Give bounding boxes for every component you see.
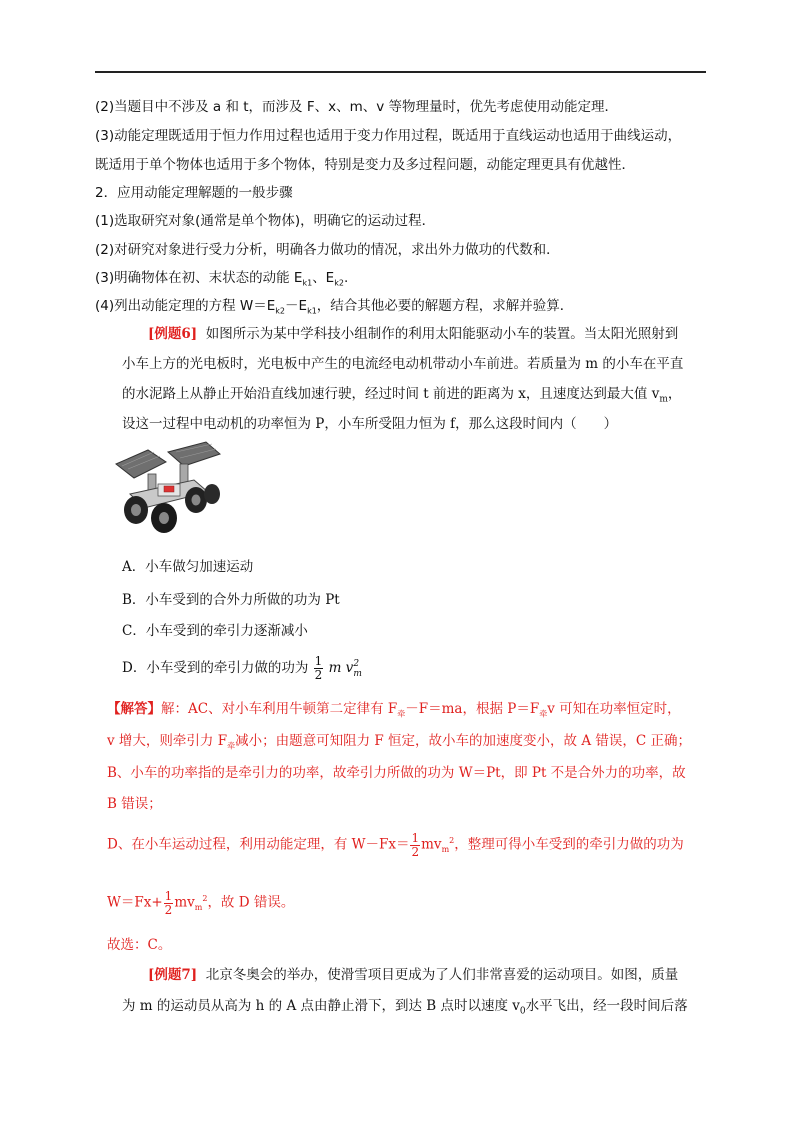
step-3: (3)明确物体在初、末状态的动能 $E_{k1}$、$E_{k2}$. [95,270,349,288]
answer-final: 故选：C。 [107,937,172,953]
section-heading-2: 2．应用动能定理解题的一般步骤 [95,185,293,201]
example-6-line-3: 的水泥路上从静止开始沿直线加速行驶，经过时间 t 前进的距离为 x，且速度达到最大值 $v_m$， [122,386,682,405]
header-rule [95,71,706,73]
example-6-line-2: 小车上方的光电板时，光电板中产生的电流经电动机带动小车前进。若质量为 m 的小车在平直 [122,356,684,372]
answer-line-4: B 错误； [107,796,162,812]
option-c: C．小车受到的牵引力逐渐减小 [122,623,308,639]
example-6-tag: [例题6] [148,326,198,342]
intro-point-3-line-1: (3)动能定理既适用于恒力作用过程也适用于变力作用过程，既适用于直线运动也适用于曲线运动， [95,128,682,144]
solar-car-image [108,440,226,536]
option-b: B．小车受到的合外力所做的功为 Pt [122,592,340,608]
answer-line-3: B、小车的功率指的是牵引力的功率，故牵引力所做的功为 W＝Pt，即 Pt 不是合外力的功率，故 [107,765,686,781]
step-1: (1)选取研究对象(通常是单个物体)，明确它的运动过程． [95,213,436,229]
step-4: (4)列出动能定理的方程 $W=E_{k2}-E_{k1}$，结合其他必要的解题方程，求解并验算． [95,298,574,316]
option-d-fraction: $\frac{1}{2}$ [314,654,323,682]
answer-line-2: v 增大，则牵引力 $F_牵$减小；由题意可知阻力 F 恒定，故小车的加速度变小，故 A 错误，C 正确； [107,733,691,751]
answer-line-6: W＝Fx+ $\frac{1}{2}$ $mv_m^2$，故 D 错误。 [107,888,295,917]
answer-fraction-1: $\frac{1}{2}$ [411,830,420,859]
option-a: A．小车做匀加速运动 [122,559,254,575]
step-2: (2)对研究对象进行受力分析，明确各力做功的情况，求出外力做功的代数和． [95,242,560,258]
example-6-line-1: [例题6] 如图所示为某中学科技小组制作的利用太阳能驱动小车的装置。当太阳光照射到 [148,326,679,342]
example-7-line-2: 为 m 的运动员从高为 h 的 A 点由静止滑下，到达 B 点时以速度 $v_0$水平飞出，经一段时间后落 [122,998,688,1017]
example-6-line-4: 设这一过程中电动机的功率恒为 P，小车所受阻力恒为 f，那么这段时间内（ ） [122,416,618,432]
answer-fraction-2: $\frac{1}{2}$ [164,888,173,917]
option-d: D．小车受到的牵引力做的功为 $\frac{1}{2}$ m v 2 m [122,654,362,682]
answer-tag: 【解答】 [107,701,161,717]
intro-point-3-line-2: 既适用于单个物体也适用于多个物体，特别是变力及多过程问题，动能定理更具有优越性． [95,157,635,173]
answer-line-5: D、在小车运动过程，利用动能定理，有 W－Fx＝ $\frac{1}{2}$ $mv_m^2$，整理可得小车受到的牵引力做的功为 [107,830,684,859]
answer-line-1: 【解答】解：AC、对小车利用牛顿第二定律有 $F_牵-F=ma$，根据 $P=F_牵v$ 可知在功率恒定时， [107,701,681,719]
example-7-tag: [例题7] [148,967,198,983]
intro-point-2: (2)当题目中不涉及 a 和 t，而涉及 F、x、m、v 等物理量时，优先考虑使用动能定理． [95,99,619,115]
example-7-line-1: [例题7] 北京冬奥会的举办，使滑雪项目更成为了人们非常喜爱的运动项目。如图，质量 [148,967,679,983]
